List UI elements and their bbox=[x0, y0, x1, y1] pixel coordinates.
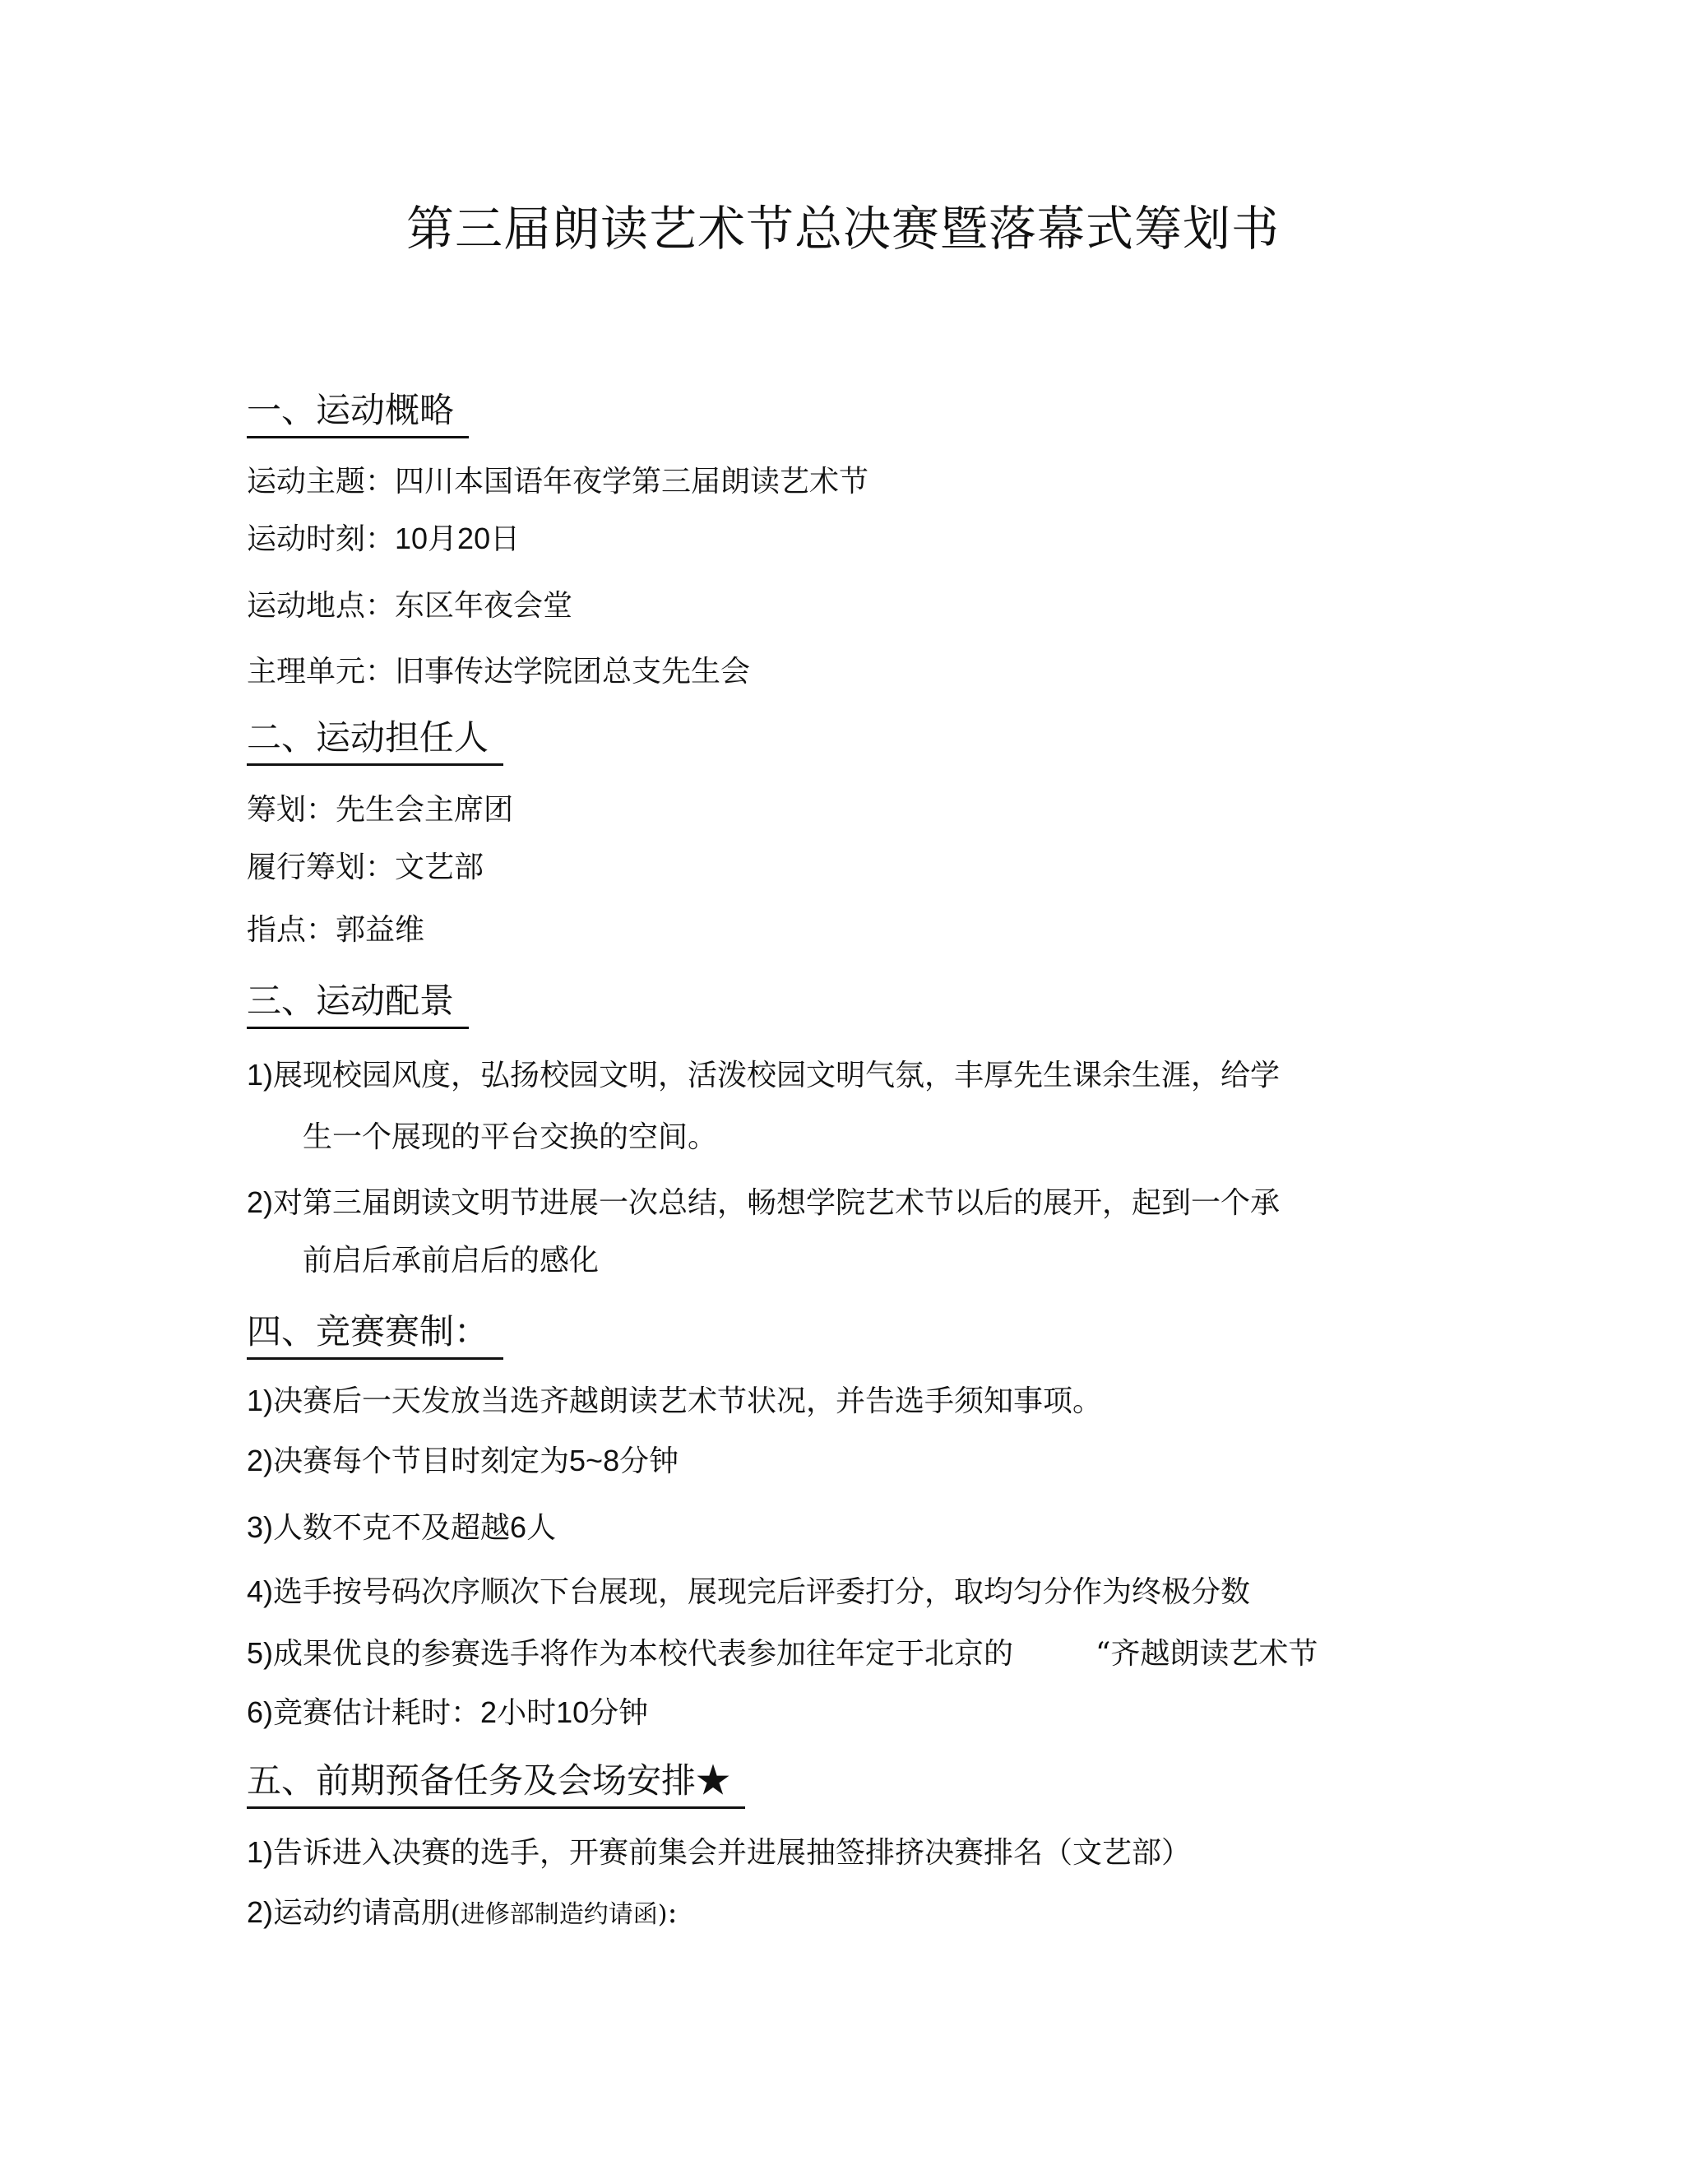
planner: 筹划：先生会主席团 bbox=[247, 793, 514, 827]
item-number: 2) bbox=[247, 1444, 274, 1477]
item-number: 3) bbox=[247, 1510, 274, 1544]
item-text: 对第三届朗读文明节进展一次总结，畅想学院艺术节以后的展开，起到一个承 bbox=[273, 1186, 1281, 1220]
item-number: 1) bbox=[247, 1058, 274, 1092]
document-title: 第三届朗读艺术节总决赛暨落幕式筹划书 bbox=[405, 201, 1280, 257]
activity-time bbox=[247, 518, 520, 560]
item-text: 人数不克不及超越 bbox=[273, 1511, 511, 1545]
activity-host: 主理单元：旧事传达学院团总支先生会 bbox=[247, 655, 751, 689]
rule-item-3 bbox=[247, 1507, 556, 1549]
executor: 履行筹划：文艺部 bbox=[247, 851, 484, 884]
item-number: 4) bbox=[247, 1574, 274, 1608]
item-text: 成果优良的参赛选手将作为本校代表参加往年定于北京的 bbox=[273, 1637, 1014, 1671]
activity-place: 运动地点：东区年夜会堂 bbox=[247, 589, 573, 623]
activity-time-label: 运动时刻： bbox=[247, 522, 396, 556]
item-value: 5~8 bbox=[569, 1444, 620, 1477]
section-heading-background: 三、运动配景 bbox=[247, 977, 469, 1029]
item-number: 1) bbox=[247, 1835, 274, 1869]
activity-theme: 运动主题：四川本国语年夜学第三届朗读艺术节 bbox=[247, 465, 869, 498]
item-text: 告诉进入决赛的选手，开赛前集会并进展抽签排挤决赛排名（文艺部） bbox=[273, 1836, 1192, 1870]
item-number: 6) bbox=[247, 1695, 274, 1729]
item-colon: : bbox=[667, 1896, 678, 1930]
rule-item-6 bbox=[247, 1692, 648, 1734]
item-unit: 人 bbox=[526, 1511, 557, 1545]
activity-time-value: 10月20日 bbox=[395, 522, 521, 555]
background-item-2-continued: 前启后承前启后的感化 bbox=[303, 1244, 600, 1277]
rule-item-2 bbox=[247, 1440, 679, 1482]
background-item-1-continued: 生一个展现的平台交换的空间。 bbox=[303, 1120, 718, 1154]
background-item-2 bbox=[247, 1182, 1280, 1224]
item-number: 1) bbox=[247, 1384, 274, 1417]
section-heading-overview: 一、运动概略 bbox=[247, 387, 469, 438]
item-note: (进修部制造约请函) bbox=[451, 1900, 668, 1929]
item-text: 选手按号码次序顺次下台展现，展现完后评委打分，取均匀分作为终极分数 bbox=[273, 1575, 1251, 1609]
advisor: 指点：郭益维 bbox=[247, 913, 425, 947]
item-text: 决赛每个节目时刻定为 bbox=[273, 1444, 570, 1478]
item-value-hours: 2 bbox=[480, 1695, 498, 1729]
item-unit-minutes: 分钟 bbox=[589, 1696, 649, 1730]
section-heading-preparation: 五、前期预备任务及会场安排★ bbox=[247, 1757, 745, 1809]
item-number: 5) bbox=[247, 1636, 274, 1670]
item-text: 运动约请高朋 bbox=[273, 1896, 452, 1930]
section-heading-responsible: 二、运动担任人 bbox=[247, 714, 503, 766]
item-text: 展现校园风度，弘扬校园文明，活泼校园文明气氛，丰厚先生课余生涯，给学 bbox=[273, 1059, 1281, 1092]
prep-item-1 bbox=[247, 1832, 1191, 1874]
item-value-minutes: 10 bbox=[556, 1695, 590, 1729]
rule-item-1 bbox=[247, 1380, 1102, 1422]
item-text: 决赛后一天发放当选齐越朗读艺术节状况，并告选手须知事项。 bbox=[273, 1384, 1103, 1418]
item-text: 竞赛估计耗时： bbox=[273, 1696, 481, 1730]
item-number: 2) bbox=[247, 1895, 274, 1929]
prep-item-2 bbox=[247, 1892, 678, 1936]
rule-item-5 bbox=[247, 1633, 1318, 1675]
background-item-1 bbox=[247, 1055, 1280, 1097]
section-heading-rules: 四、竞赛赛制： bbox=[247, 1308, 503, 1360]
rule-item-4 bbox=[247, 1571, 1250, 1613]
item-number: 2) bbox=[247, 1185, 274, 1219]
item-unit: 分钟 bbox=[619, 1444, 679, 1478]
item-text-quote: “齐越朗读艺术节 bbox=[1095, 1637, 1318, 1671]
item-unit-hours: 小时 bbox=[497, 1696, 557, 1730]
item-value: 6 bbox=[510, 1510, 527, 1544]
